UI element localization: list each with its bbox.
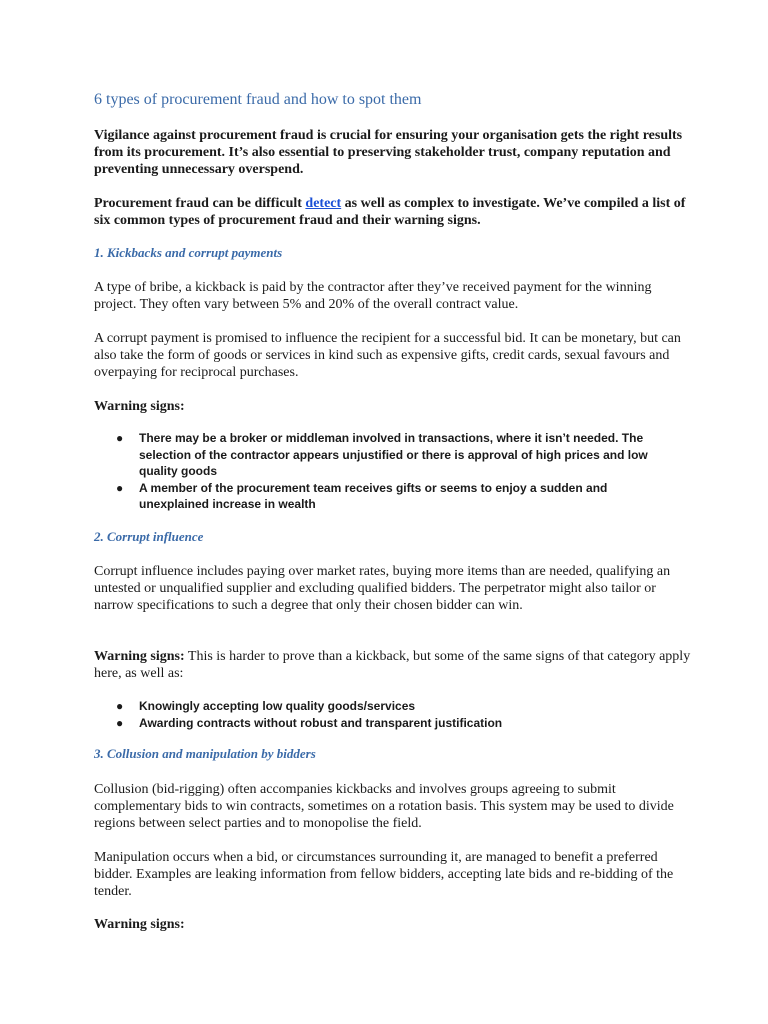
section-1-paragraph-1: A type of bribe, a kickback is paid by the contractor after they’ve received payment for the winning project. They often vary between 5% and 20% of the overall contract value. [94, 280, 652, 312]
list-item [110, 715, 670, 732]
bullet-icon: ● [116, 699, 124, 713]
section-3-paragraph-1: Collusion (bid-rigging) often accompanies kickbacks and involves groups agreeing to submit complementary bids to win contracts, sometimes on a rotation basis. This system may be used to divide regions between select parties and to monopolise the field. [94, 782, 674, 831]
list-item-text: Knowingly accepting low quality goods/services [139, 699, 416, 713]
list-item-text: A member of the procurement team receives gifts or seems to enjoy a sudden and unexplained increase in wealth [139, 480, 608, 511]
section-2-warning-list [110, 698, 670, 731]
intro-text-before-link: Procurement fraud can be difficult [94, 196, 306, 211]
section-1-warning-list [110, 430, 670, 513]
bullet-icon: ● [116, 480, 124, 495]
list-item-text: Awarding contracts without robust and transparent justification [139, 715, 503, 730]
intro-paragraph-1: Vigilance against procurement fraud is crucial for ensuring your organisation gets the right results from its procurement. It’s also essential to preserving stakeholder trust, company reputation and preventing unnecessary overspend. [94, 128, 683, 177]
section-2-paragraph-2 [94, 648, 694, 682]
list-item [110, 698, 670, 715]
intro-text-after-link: as well as complex to investigate. We’ve compiled a list of six common types of procurement fraud and their warning signs. [94, 196, 686, 228]
detect-link[interactable]: detect [305, 196, 342, 211]
bullet-icon: ● [116, 715, 124, 730]
section-1-heading: 1. Kickbacks and corrupt payments [94, 245, 283, 260]
section-3-heading: 3. Collusion and manipulation by bidders [94, 746, 316, 761]
bullet-icon: ● [116, 431, 124, 445]
section-1-warning-label: Warning signs: [94, 399, 185, 414]
list-item [110, 430, 670, 480]
page-title: 6 types of procurement fraud and how to spot them [94, 91, 422, 108]
section-2-paragraph-1: Corrupt influence includes paying over market rates, buying more items than are needed, qualifying an untested or unqualified supplier and excluding qualified bidders. The perpetrator might also tailor or narrow specifications to such a degree that only their chosen bidder can win. [94, 564, 671, 613]
section-3-warning-label: Warning signs: [94, 917, 185, 932]
section-2-heading: 2. Corrupt influence [94, 529, 204, 544]
list-item [110, 480, 670, 513]
section-3-paragraph-2: Manipulation occurs when a bid, or circumstances surrounding it, are managed to benefit a preferred bidder. Examples are leaking information from fellow bidders, accepting late bids and re-bidding of the tender. [94, 850, 674, 899]
section-2-warning-label: Warning signs: [94, 649, 185, 664]
section-1-paragraph-2: A corrupt payment is promised to influence the recipient for a successful bid. It can be monetary, but can also take the form of goods or services in kind such as expensive gifts, credit cards, sexual favours and overpaying for reciprocal purchases. [94, 331, 681, 380]
intro-paragraph-2 [94, 195, 694, 229]
list-item-text: There may be a broker or middleman involved in transactions, where it isn’t needed. The selection of the contractor appears unjustified or there is approval of high prices and low quality goods [139, 431, 648, 478]
section-2-warning-text: This is harder to prove than a kickback, but some of the same signs of that category apply here, as well as: [94, 649, 691, 681]
